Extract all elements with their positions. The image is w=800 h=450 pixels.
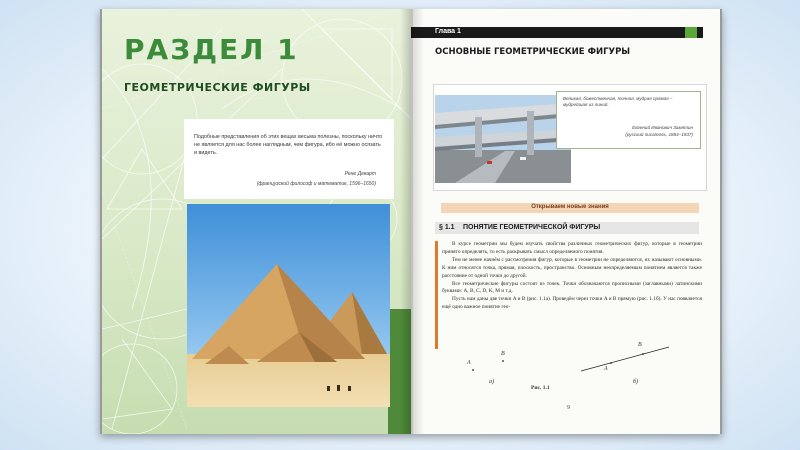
right-page [411, 9, 720, 434]
figure-points-line [411, 9, 720, 434]
open-textbook [100, 9, 722, 434]
figure-point-a2: A [604, 366, 608, 372]
body-paragraph: Все геометрические фигуры состоят из точек. Точки обозначаются прописными (заглавными) латинскими буквами: A, B, C, D, K, M и т.д. [442, 280, 702, 295]
paragraph-number: § 1.1 [439, 224, 455, 231]
discover-label: Открываем новые знания [531, 204, 609, 210]
page-number: 9 [567, 405, 570, 411]
point-a-dot [472, 369, 474, 371]
quote-author: Рене Декарт [344, 171, 376, 177]
chapter-title: ОСНОВНЫЕ ГЕОМЕТРИЧЕСКИЕ ФИГУРЫ [435, 47, 631, 57]
green-accent-strip [388, 309, 411, 434]
quote-author-role: (французский философ и математик, 1596–1650) [256, 181, 376, 187]
chapter-label: Глава 1 [435, 28, 461, 35]
epigraph-author-role: (русский писатель, 1884–1937) [625, 132, 693, 137]
quote-text: Подобные представления об этих вещах весьма полезны, поскольку ничто не является для нас более наглядным, чем фигура, ибо её можно осязать и видеть. [194, 134, 383, 156]
paragraph-title: ПОНЯТИЕ ГЕОМЕТРИЧЕСКОЙ ФИГУРЫ [463, 224, 601, 231]
line-ab [581, 347, 669, 371]
quote-box [184, 119, 394, 199]
point-b2-dot [642, 353, 644, 355]
figure-point-a: A [467, 360, 471, 366]
body-paragraph: В курсе геометрии мы будем изучать свойства различных геометрических фигур, которые в геометрии принято определять, то есть раскрывать смысл определяемого понятия. [442, 241, 702, 255]
body-paragraph: Тем не менее начнём с рассмотрения фигур, которые в геометрии не определяются, их называют основными. К ним относятся точка, прямая, плоскость, пространство. Основным неопределяемым понятием является также расстояние от одной точки до другой. [442, 256, 702, 279]
figure-caption: Рис. 1.1 [531, 385, 550, 391]
left-page [102, 9, 411, 434]
figure-label-b: б) [633, 379, 639, 385]
figure-point-b2: B [638, 342, 642, 348]
pyramids-photo [187, 204, 390, 407]
epigraph-author: Евгений Иванович Замятин [632, 125, 693, 130]
section-subtitle: ГЕОМЕТРИЧЕСКИЕ ФИГУРЫ [124, 81, 311, 94]
figure-point-b: B [501, 351, 505, 357]
figure-label-a: а) [489, 379, 494, 385]
epigraph-text: Великая, божественная, точная, мудрая прямая – мудрейшая из линий. [563, 96, 673, 108]
body-paragraph: Пусть нам даны две точки A и B (рис. 1.1а). Проведём через точки A и B прямую (рис. 1.1б). У нас появляется ещё одно важное понятие гео- [442, 296, 702, 311]
point-a2-dot [610, 362, 612, 364]
point-b-dot [502, 360, 504, 362]
section-title: РАЗДЕЛ 1 [124, 33, 299, 66]
